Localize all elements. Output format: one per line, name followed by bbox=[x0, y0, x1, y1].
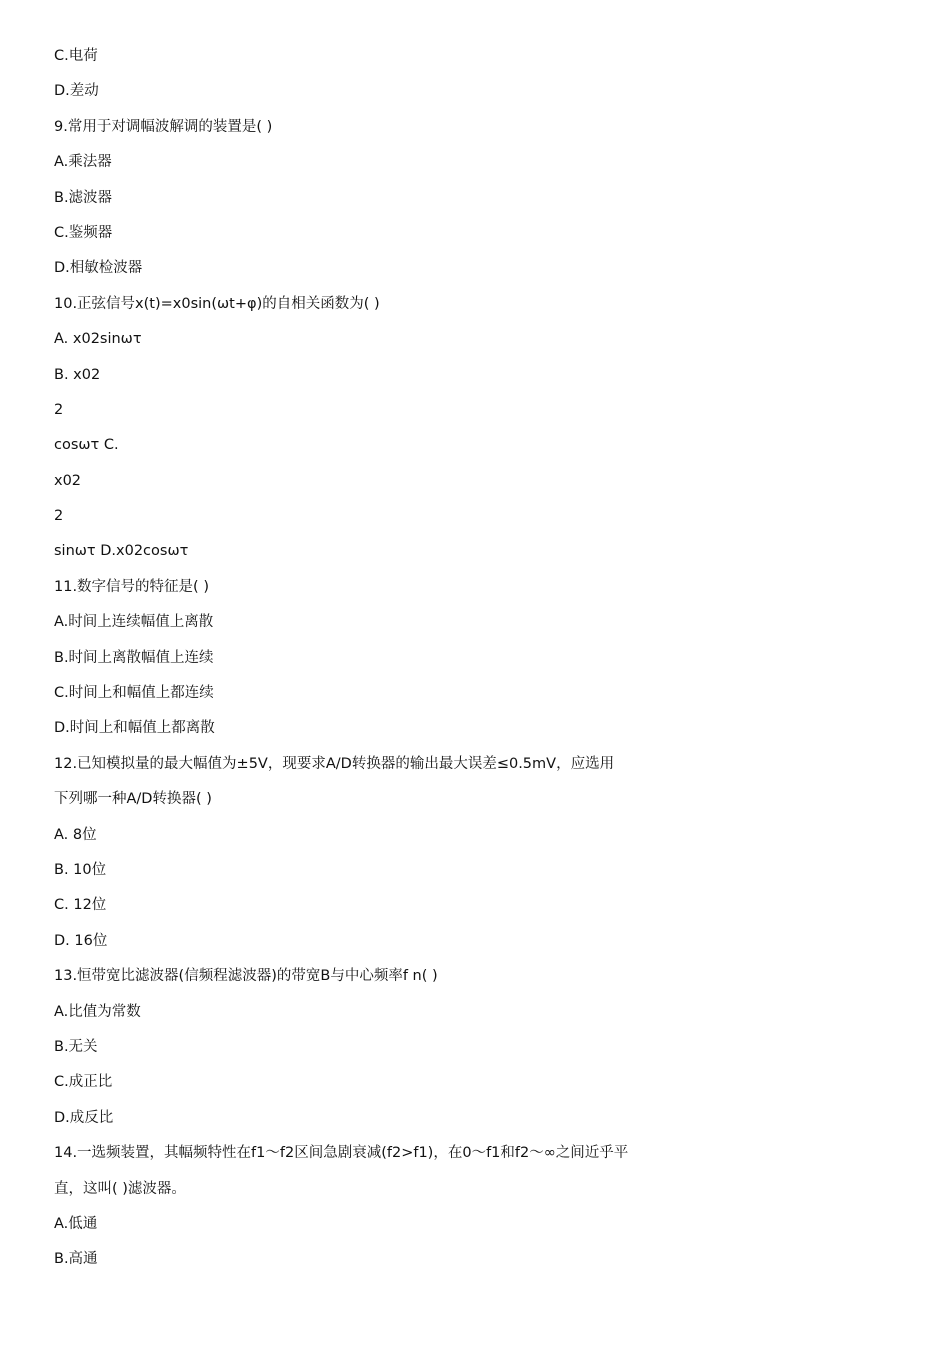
option-line: B.无关 bbox=[54, 1038, 98, 1055]
option-line: cosωτ C. bbox=[54, 437, 119, 454]
option-line: A. x02sinωτ bbox=[54, 331, 142, 348]
option-line: C.时间上和幅值上都连续 bbox=[54, 685, 214, 702]
option-line: D.差动 bbox=[54, 83, 99, 100]
option-line: A.乘法器 bbox=[54, 154, 112, 171]
formula-fragment: 2 bbox=[54, 401, 64, 418]
option-line: D.时间上和幅值上都离散 bbox=[54, 720, 215, 737]
option-line: D. 16位 bbox=[54, 932, 108, 949]
option-line: D.相敏检波器 bbox=[54, 260, 143, 277]
question-line-continued: 直，这叫( )滤波器。 bbox=[54, 1180, 186, 1197]
formula-fragment: x02 bbox=[54, 472, 82, 489]
option-line: A.时间上连续幅值上离散 bbox=[54, 614, 214, 631]
option-line: B.时间上离散幅值上连续 bbox=[54, 649, 214, 666]
option-line: B. 10位 bbox=[54, 861, 107, 878]
option-line: C.鉴频器 bbox=[54, 224, 113, 241]
option-line: C.成正比 bbox=[54, 1074, 113, 1091]
option-line: B.滤波器 bbox=[54, 189, 113, 206]
option-line: C.电荷 bbox=[54, 48, 98, 64]
question-line-continued: 下列哪一种A/D转换器( ) bbox=[54, 791, 212, 808]
question-line: 10.正弦信号x(t)=x0sin(ωt+φ)的自相关函数为( ) bbox=[54, 295, 380, 312]
question-line: 14.一选频装置，其幅频特性在f1～f2区间急剧衰减(f2>f1)，在0～f1和f2～∞之间近乎平 bbox=[54, 1145, 629, 1162]
formula-fragment: 2 bbox=[54, 508, 64, 525]
option-line: C. 12位 bbox=[54, 897, 107, 914]
option-line: A.比值为常数 bbox=[54, 1003, 141, 1020]
option-line: D.成反比 bbox=[54, 1109, 114, 1126]
option-line: sinωτ D.x02cosωτ bbox=[54, 543, 189, 560]
question-line: 13.恒带宽比滤波器(信频程滤波器)的带宽B与中心频率f n( ) bbox=[54, 968, 438, 985]
option-line: A. 8位 bbox=[54, 826, 97, 843]
question-line: 11.数字信号的特征是( ) bbox=[54, 578, 209, 595]
question-line: 12.已知模拟量的最大幅值为±5V，现要求A/D转换器的输出最大误差≤0.5mV，应选用 bbox=[54, 755, 615, 772]
option-line: B. x02 bbox=[54, 366, 101, 383]
question-line: 9.常用于对调幅波解调的装置是( ) bbox=[54, 118, 273, 135]
option-line: A.低通 bbox=[54, 1215, 98, 1232]
document-body bbox=[54, 44, 914, 1283]
option-line: B.高通 bbox=[54, 1251, 98, 1268]
